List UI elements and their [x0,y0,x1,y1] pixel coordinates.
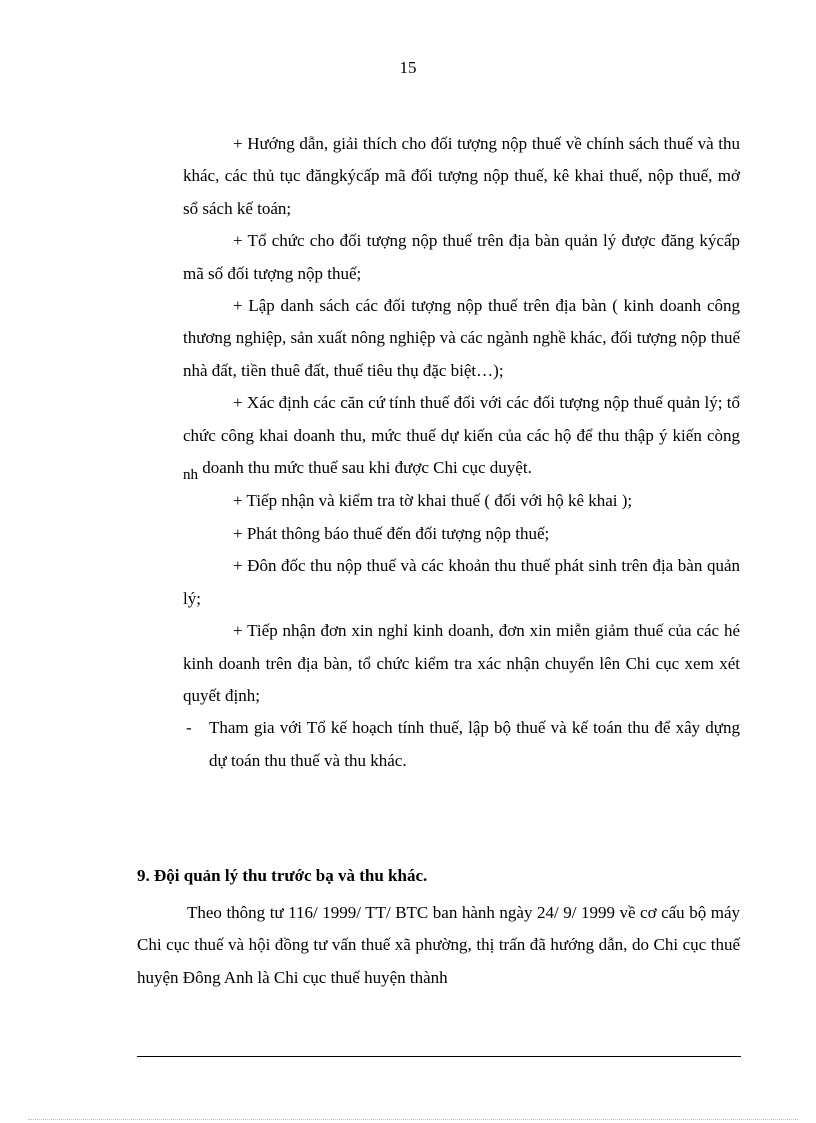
page-number: 15 [399,58,417,77]
section-body [137,897,740,994]
bullet-item [183,712,740,777]
task-paragraph-6: + Phát thông báo thuế đến đối tượng nộp thuế; [233,523,550,543]
task-paragraph-2: + Tổ chức cho đối tượng nộp thuế trên địa bàn quản lý được đăng kýcấp mã số đối tượng nộp thuế; [183,231,740,283]
page-bottom-dotted-line [28,1119,798,1120]
task-paragraph-7: + Đôn đốc thu nộp thuế và các khoản thu thuế phát sinh trên địa bàn quản lý; [183,556,740,608]
task-paragraph-5: + Tiếp nhận và kiểm tra tờ khai thuế ( đối với hộ kê khai ); [233,491,633,511]
footer-rule [137,1056,741,1057]
task-paragraph-4-after: doanh thu mức thuế sau khi được Chi cục duyệt. [198,458,532,478]
section-body-paragraph: Theo thông tư 116/ 1999/ TT/ BTC ban hành ngày 24/ 9/ 1999 về cơ cấu bộ máy Chi cục thuế và hội đồng tư vấn thuế xã phường, thị trấn đã hướng dẫn, do Chi cục thuế huyện Đông Anh là Chi cục thuế huyện thành [137,903,740,987]
task-paragraph-8: + Tiếp nhận đơn xin nghỉ kinh doanh, đơn xin miễn giảm thuế của các hé kinh doanh trên địa bàn, tổ chức kiểm tra xác nhận chuyển lên Chi cục xem xét quyết định; [183,621,740,705]
task-paragraph-3: + Lập danh sách các đối tượng nộp thuế trên địa bàn ( kinh doanh công thương nghiệp, sản xuất nông nghiệp và các ngành nghề khác, đối tượng nộp thuế nhà đất, tiền thuê đất, thuế tiêu thụ đặc biệt…); [183,296,740,380]
task-paragraph-4 [183,387,740,485]
section-heading: 9. Đội quản lý thu trước bạ và thu khác. [137,866,428,885]
task-paragraph-4-sub: nh [183,467,198,484]
bullet-text: Tham gia với Tổ kế hoạch tính thuế, lập bộ thuế và kế toán thu để xây dựng dự toán thu thuế và thu khác. [209,718,740,770]
task-paragraph-1: + Hướng dẫn, giải thích cho đối tượng nộp thuế về chính sách thuế và thu khác, các thủ tục đăngkýcấp mã đối tượng nộp thuế, kê khai thuế, nộp thuế, mở sổ sách kế toán; [183,134,740,218]
bullet-marker: - [186,718,192,738]
task-list [183,128,740,777]
task-paragraph-4-before: + Xác định các căn cứ tính thuế đối với các đối tượng nộp thuế quản lý; tổ chức công khai doanh thu, mức thuế dự kiến của các hộ để thu thập ý kiến còng [183,393,740,445]
